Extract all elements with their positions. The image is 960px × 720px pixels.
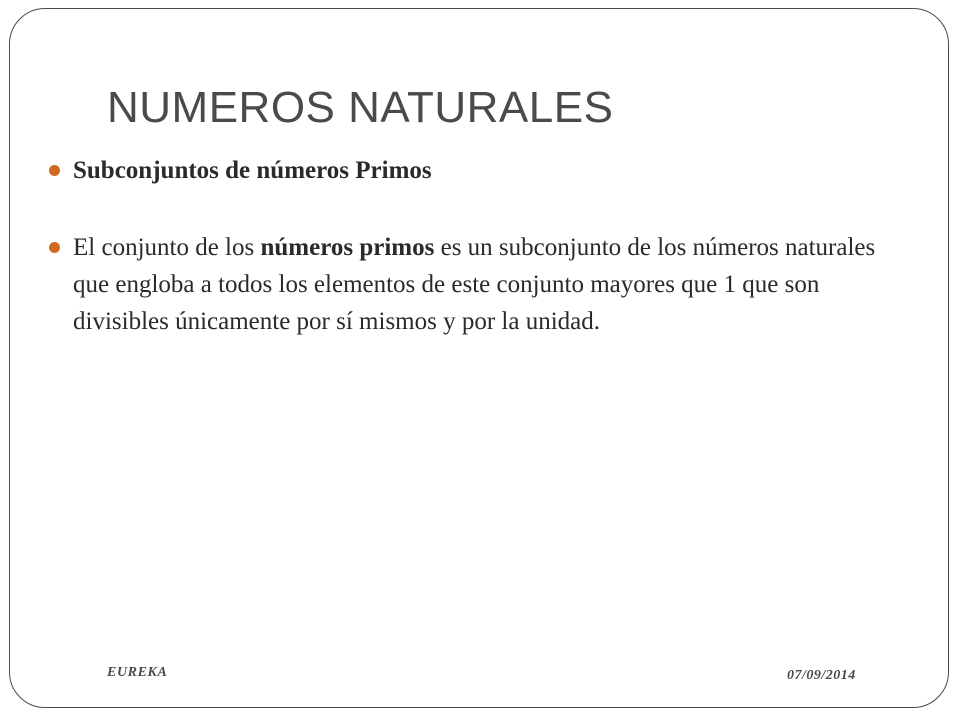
definition-text-start: El conjunto de los [73,234,261,261]
bullet-subtitle-text: Subconjuntos de números Primos [73,157,432,184]
bullet-list [49,152,909,340]
slide-title: NUMEROS NATURALES [107,83,614,132]
definition-bold-term: números primos [260,234,435,261]
bullet-dot-icon [49,165,60,176]
footer-date: 07/09/2014 [787,668,856,683]
bullet-dot-icon [49,242,60,253]
bullet-item-subtitle [49,152,909,189]
bullet-item-definition [49,229,909,340]
definition-text-end: es un subconjunto de los números naturales que engloba a todos los elementos de este conjunto mayores que 1 que son divisibles únicamente por sí mismos y por la unidad. [73,234,876,335]
footer-author: EUREKA [107,665,168,680]
